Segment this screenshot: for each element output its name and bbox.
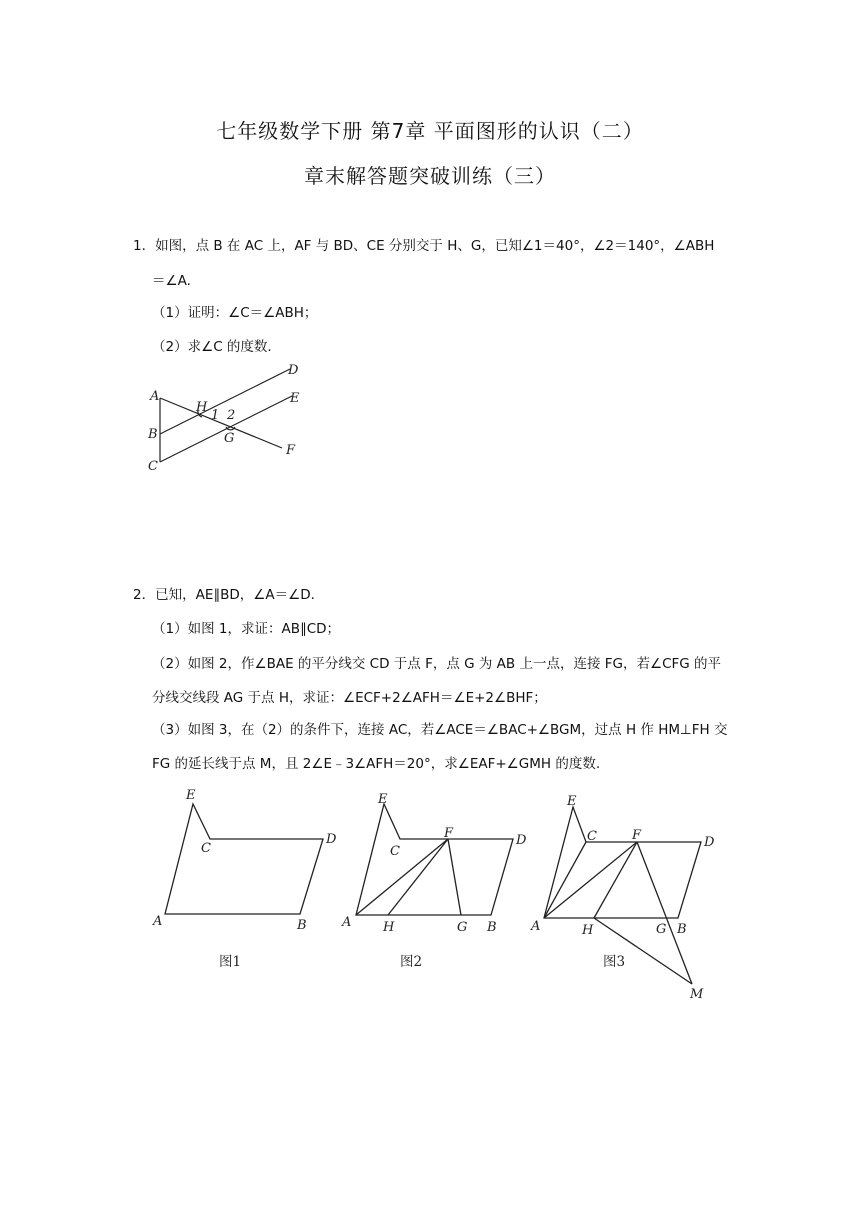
fig2-label-A: A — [342, 915, 352, 930]
fig2-label-D: D — [516, 833, 527, 848]
fig3-label-D: D — [704, 835, 715, 850]
label-A: A — [150, 389, 160, 404]
q2-stem: 2．已知，AE∥BD，∠A＝∠D. — [133, 587, 315, 603]
label-D: D — [288, 363, 299, 378]
fig3-label-H: H — [582, 923, 594, 938]
fig1-label-B: B — [297, 918, 307, 933]
fig3-label-M: M — [690, 987, 704, 1002]
fig3-caption: 图3 — [603, 954, 626, 970]
q2-part3-line1: （3）如图 3，在（2）的条件下，连接 AC，若∠ACE＝∠BAC+∠BGM，过点 H 作 HM⊥FH 交 — [152, 722, 728, 738]
q1-figure — [140, 358, 320, 478]
q2-figures — [0, 780, 860, 1010]
page-subtitle: 章末解答题突破训练（三） — [304, 164, 556, 188]
q1-stem-line2: ＝∠A. — [152, 273, 191, 289]
fig2-label-E: E — [378, 792, 388, 807]
fig3-label-E: E — [567, 794, 577, 809]
q2-part2-line2: 分线交线段 AG 于点 H，求证：∠ECF+2∠AFH＝∠E+2∠BHF； — [152, 690, 547, 706]
fig1-label-E: E — [186, 788, 196, 803]
figure-1 — [165, 804, 323, 914]
fig3-label-B: B — [677, 922, 687, 937]
label-H: H — [196, 400, 208, 415]
q2-part1: （1）如图 1，求证：AB∥CD； — [152, 621, 341, 637]
figure-2 — [356, 804, 513, 915]
label-angle1: 1 — [211, 408, 220, 423]
label-E: E — [290, 391, 300, 406]
label-C: C — [148, 459, 158, 474]
fig2-caption: 图2 — [400, 954, 423, 970]
fig2-label-C: C — [390, 844, 400, 859]
fig2-label-B: B — [487, 920, 497, 935]
fig2-label-H: H — [383, 920, 395, 935]
fig3-label-F: F — [632, 828, 642, 843]
label-G: G — [224, 431, 235, 446]
q1-part2: （2）求∠C 的度数. — [152, 339, 272, 355]
label-angle2: 2 — [227, 408, 236, 423]
q1-part1: （1）证明：∠C＝∠ABH； — [152, 305, 318, 321]
fig2-label-F: F — [444, 826, 454, 841]
fig1-caption: 图1 — [219, 954, 242, 970]
page-title: 七年级数学下册 第7章 平面图形的认识（二） — [216, 119, 644, 143]
label-B: B — [148, 427, 158, 442]
label-F: F — [286, 443, 296, 458]
fig1-label-C: C — [201, 841, 211, 856]
q1-stem-line1: 1．如图，点 B 在 AC 上，AF 与 BD、CE 分别交于 H、G，已知∠1＝40°，∠2＝140°，∠ABH — [133, 238, 715, 254]
fig3-label-A: A — [531, 919, 541, 934]
line-AF — [160, 398, 282, 448]
q2-part2-line1: （2）如图 2，作∠BAE 的平分线交 CD 于点 F，点 G 为 AB 上一点，连接 FG，若∠CFG 的平 — [152, 656, 722, 672]
q2-part3-line2: FG 的延长线于点 M，且 2∠E﹣3∠AFH＝20°，求∠EAF+∠GMH 的度数. — [152, 756, 601, 772]
fig3-label-G: G — [656, 922, 667, 937]
fig3-label-C: C — [587, 829, 597, 844]
fig1-label-D: D — [326, 832, 337, 847]
fig2-label-G: G — [457, 920, 468, 935]
fig1-label-A: A — [153, 914, 163, 929]
